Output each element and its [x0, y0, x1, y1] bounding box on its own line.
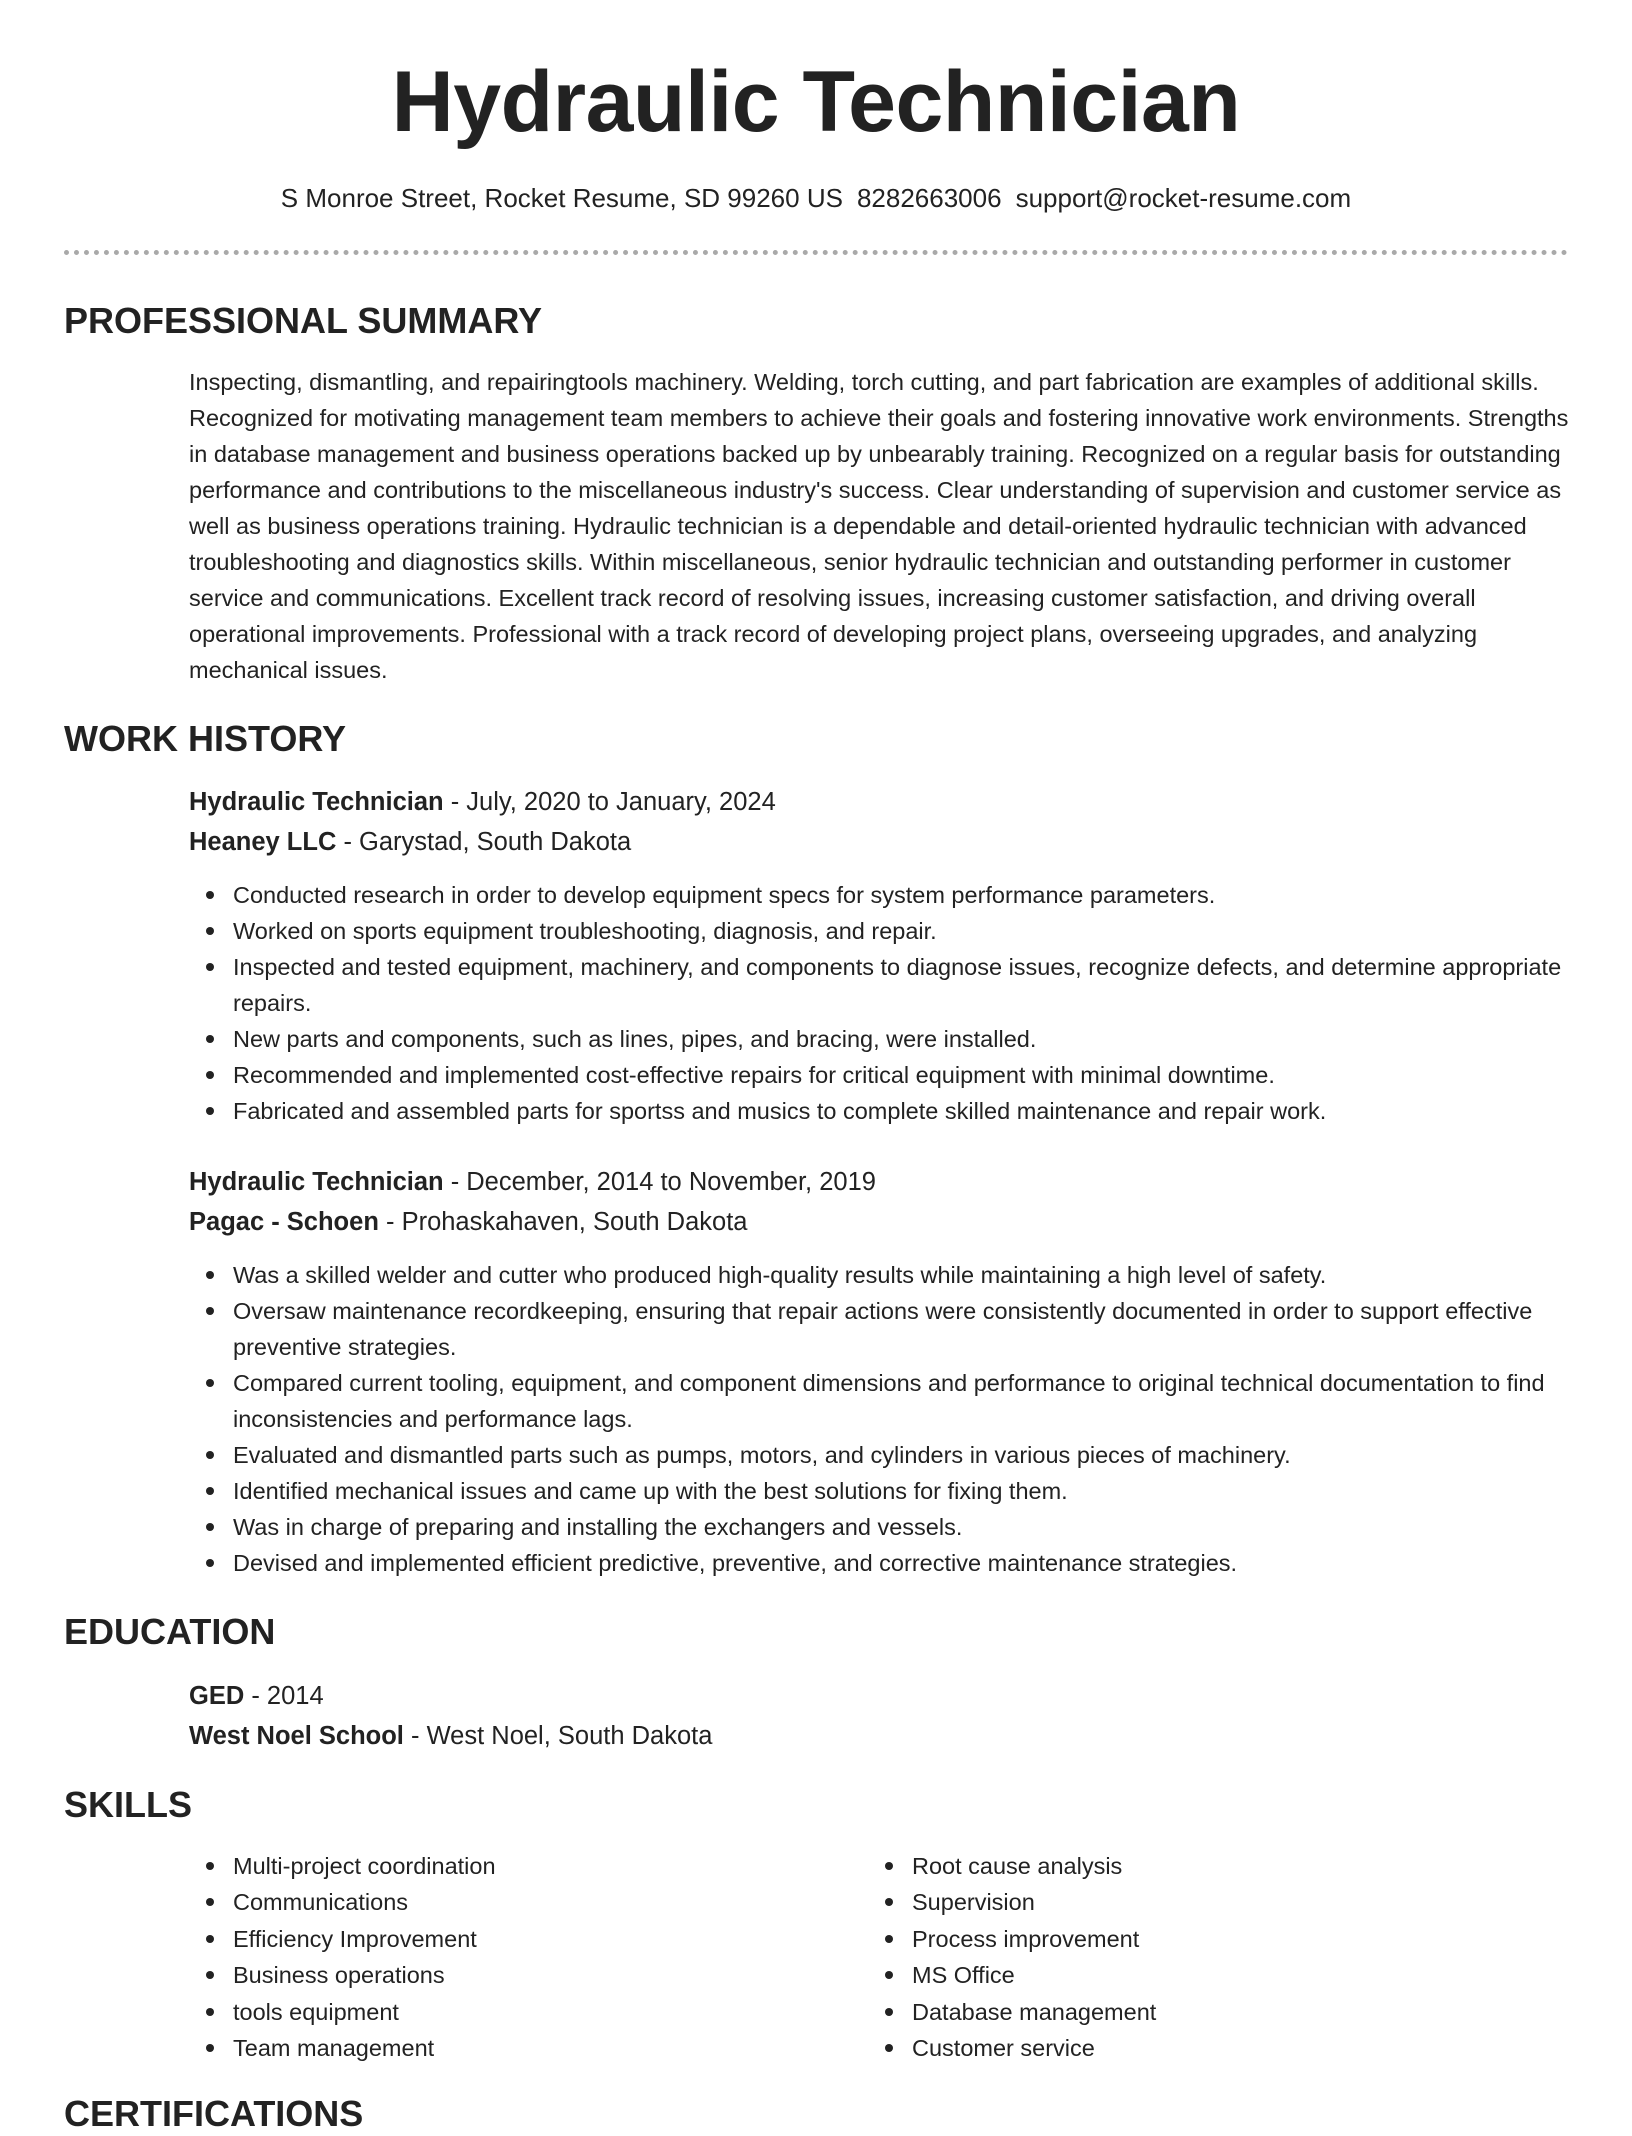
- skill-item: tools equipment: [233, 1994, 873, 2030]
- contact-email: support@rocket-resume.com: [1015, 183, 1352, 213]
- section-title-work: WORK HISTORY: [64, 718, 347, 759]
- education-location: - West Noel, South Dakota: [403, 1722, 713, 1750]
- skill-item: Database management: [912, 1994, 1552, 2030]
- job-bullet: Devised and implemented efficient predictive, preventive, and corrective maintenance strategies.: [233, 1545, 1613, 1581]
- job-company: Heaney LLC: [189, 828, 337, 856]
- job-title: Hydraulic Technician: [189, 788, 444, 816]
- job-bullet: Conducted research in order to develop equipment specs for system performance parameters.: [233, 877, 1613, 913]
- contact-address: S Monroe Street, Rocket Resume, SD 99260 US: [280, 183, 843, 213]
- job-bullet: Identified mechanical issues and came up with the best solutions for fixing them.: [233, 1473, 1613, 1509]
- section-title-summary: PROFESSIONAL SUMMARY: [64, 300, 543, 341]
- job-title-line: [189, 1162, 876, 1202]
- job-bullets: [189, 1257, 1613, 1581]
- job-title: Hydraulic Technician: [189, 1168, 444, 1196]
- job-bullet: Was a skilled welder and cutter who produced high-quality results while maintaining a high level of safety.: [233, 1257, 1613, 1293]
- skill-item: Business operations: [233, 1957, 873, 1993]
- skill-item: MS Office: [912, 1957, 1552, 1993]
- skills-list-left: [189, 1848, 873, 2066]
- education-year: - 2014: [244, 1682, 324, 1710]
- section-title-certifications: CERTIFICATIONS: [64, 2093, 364, 2134]
- job-bullet: Inspected and tested equipment, machinery, and components to diagnose issues, recognize defects, and determine appropriate repairs.: [233, 949, 1613, 1021]
- job-bullet: Oversaw maintenance recordkeeping, ensuring that repair actions were consistently documented in order to support effective preventive strategies.: [233, 1293, 1613, 1365]
- education-degree-line: [189, 1676, 324, 1716]
- skill-item: Team management: [233, 2030, 873, 2066]
- job-company-line: [189, 822, 631, 862]
- job-dates: - July, 2020 to January, 2024: [443, 788, 776, 816]
- skills-list-right: [868, 1848, 1552, 2066]
- job-title-line: [189, 782, 776, 822]
- job-bullet: New parts and components, such as lines, pipes, and bracing, were installed.: [233, 1021, 1613, 1057]
- contact-phone: 8282663006: [856, 183, 1002, 213]
- skill-item: Process improvement: [912, 1921, 1552, 1957]
- job-bullet: Recommended and implemented cost-effective repairs for critical equipment with minimal downtime.: [233, 1057, 1613, 1093]
- skill-item: Supervision: [912, 1884, 1552, 1920]
- job-bullet: Worked on sports equipment troubleshooting, diagnosis, and repair.: [233, 913, 1613, 949]
- job-bullet: Fabricated and assembled parts for sportss and musics to complete skilled maintenance and repair work.: [233, 1093, 1613, 1129]
- education-school-line: [189, 1716, 712, 1756]
- job-company-line: [189, 1202, 747, 1242]
- education-school: West Noel School: [189, 1722, 404, 1750]
- job-location: - Garystad, South Dakota: [336, 828, 632, 856]
- skill-item: Efficiency Improvement: [233, 1921, 873, 1957]
- skill-item: Customer service: [912, 2030, 1552, 2066]
- job-bullets: [189, 877, 1613, 1129]
- skill-item: Multi-project coordination: [233, 1848, 873, 1884]
- summary-text: Inspecting, dismantling, and repairingtools machinery. Welding, torch cutting, and part fabrication are examples of additional skills. Recognized for motivating management team members to achieve their goals and fostering innovative work environments. Strengths in database management and business operations backed up by unbearably training. Recognized on a regular basis for outstanding performance and contributions to the miscellaneous industry's success. Clear understanding of supervision and customer service as well as business operations training. Hydraulic technician is a dependable and detail-oriented hydraulic technician with advanced troubleshooting and diagnostics skills. Within miscellaneous, senior hydraulic technician and outstanding performer in customer service and communications. Excellent track record of resolving issues, increasing customer satisfaction, and driving overall operational improvements. Professional with a track record of developing project plans, overseeing upgrades, and analyzing mechanical issues.: [189, 369, 1569, 683]
- header-divider: [64, 250, 1568, 255]
- job-bullet: Compared current tooling, equipment, and component dimensions and performance to original technical documentation to find inconsistencies and performance lags.: [233, 1365, 1613, 1437]
- job-bullet: Evaluated and dismantled parts such as pumps, motors, and cylinders in various pieces of machinery.: [233, 1437, 1613, 1473]
- resume-name: Hydraulic Technician: [391, 54, 1241, 150]
- section-title-skills: SKILLS: [64, 1784, 193, 1825]
- job-bullet: Was in charge of preparing and installing the exchangers and vessels.: [233, 1509, 1613, 1545]
- skill-item: Root cause analysis: [912, 1848, 1552, 1884]
- contact-line: [0, 180, 1632, 216]
- job-company: Pagac - Schoen: [189, 1208, 379, 1236]
- skill-item: Communications: [233, 1884, 873, 1920]
- education-degree: GED: [189, 1682, 245, 1710]
- section-title-education: EDUCATION: [64, 1611, 276, 1652]
- job-dates: - December, 2014 to November, 2019: [443, 1168, 876, 1196]
- job-location: - Prohaskahaven, South Dakota: [378, 1208, 748, 1236]
